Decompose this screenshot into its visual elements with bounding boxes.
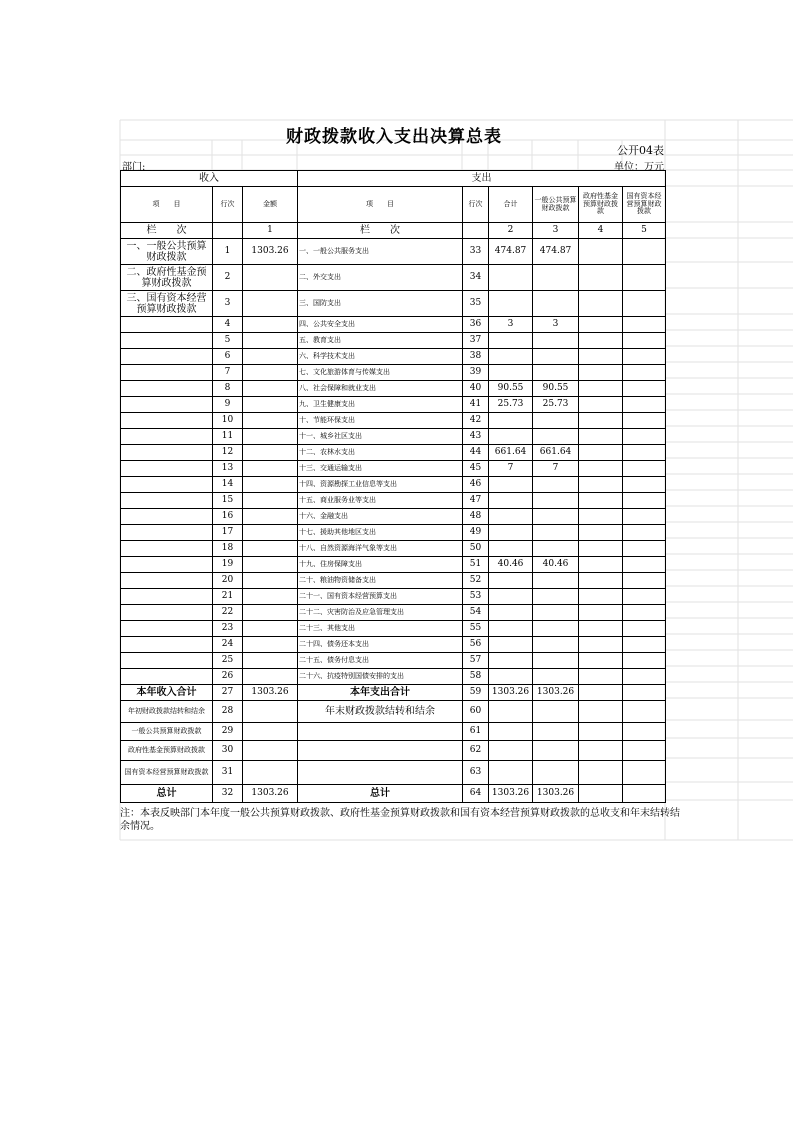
expense-general-budget [533, 333, 579, 349]
expense-total [489, 621, 533, 637]
expense-state-capital [623, 239, 666, 265]
carry-in-label: 一般公共预算财政拨款 [121, 723, 213, 741]
expense-general-budget [533, 589, 579, 605]
expense-fund-budget [579, 317, 623, 333]
fund-budget-header: 政府性基金预算财政拨款 [579, 187, 623, 223]
income-total-amount: 1303.26 [243, 685, 298, 701]
expense-item-name: 四、公共安全支出 [298, 317, 463, 333]
expense-row-number: 53 [463, 589, 489, 605]
table-row [121, 541, 666, 557]
table-row [121, 701, 666, 723]
expense-fund-budget [579, 413, 623, 429]
expense-fund-budget [579, 589, 623, 605]
state-capital-header: 国有资本经营预算财政拨款 [623, 187, 666, 223]
form-number: 公开04表 [617, 144, 664, 157]
income-row-number: 20 [213, 573, 243, 589]
expense-fund-budget [579, 265, 623, 291]
expense-fund-budget [579, 477, 623, 493]
income-row-number: 6 [213, 349, 243, 365]
column-number-1: 1 [243, 223, 298, 239]
expense-row-number: 48 [463, 509, 489, 525]
expense-item-name: 二十六、抗疫特别国债安排的支出 [298, 669, 463, 685]
expense-fund-budget [579, 669, 623, 685]
expense-general-budget [533, 509, 579, 525]
carry-in-row: 31 [213, 761, 243, 785]
carry-out-row: 60 [463, 701, 489, 723]
expense-fund-budget [579, 637, 623, 653]
expense-total-label: 本年支出合计 [298, 685, 463, 701]
grand-total-in-amount: 1303.26 [243, 785, 298, 803]
expense-general-budget [533, 493, 579, 509]
table-row [121, 381, 666, 397]
expense-rowno-header: 行次 [463, 187, 489, 223]
table-row [121, 291, 666, 317]
expense-general-budget [533, 365, 579, 381]
income-row-number: 14 [213, 477, 243, 493]
carry-out-label: 年末财政拨款结转和结余 [298, 701, 463, 723]
expense-item-name: 二十三、其他支出 [298, 621, 463, 637]
income-item-header: 项 目 [121, 187, 213, 223]
expense-state-capital [623, 493, 666, 509]
expense-fund-budget [579, 429, 623, 445]
expense-general-budget: 25.73 [533, 397, 579, 413]
income-item-name: 二、政府性基金预算财政拨款 [121, 265, 213, 291]
amount-header: 金额 [243, 187, 298, 223]
general-budget-header: 一般公共预算财政拨款 [533, 187, 579, 223]
expense-state-capital [623, 413, 666, 429]
expense-row-number: 55 [463, 621, 489, 637]
table-row [121, 493, 666, 509]
expense-fund-budget [579, 509, 623, 525]
table-row [121, 669, 666, 685]
expense-total: 661.64 [489, 445, 533, 461]
table-row [121, 573, 666, 589]
table-row [121, 365, 666, 381]
expense-item-name: 八、社会保障和就业支出 [298, 381, 463, 397]
expense-state-capital [623, 349, 666, 365]
expense-general-budget: 661.64 [533, 445, 579, 461]
income-row-number: 3 [213, 291, 243, 317]
table-row [121, 605, 666, 621]
income-item-name: 一、一般公共预算财政拨款 [121, 239, 213, 265]
table-row [121, 653, 666, 669]
income-row-number: 16 [213, 509, 243, 525]
income-total-row: 27 [213, 685, 243, 701]
expense-item-name: 十四、资源勘探工业信息等支出 [298, 477, 463, 493]
expense-general-budget [533, 413, 579, 429]
table-row [121, 413, 666, 429]
expense-item-name: 十一、城乡社区支出 [298, 429, 463, 445]
expense-row-number: 56 [463, 637, 489, 653]
table-row [121, 761, 666, 785]
expense-item-name: 五、教育支出 [298, 333, 463, 349]
grand-total-out-label: 总计 [298, 785, 463, 803]
expense-general-budget: 90.55 [533, 381, 579, 397]
table-row [121, 445, 666, 461]
expense-total [489, 589, 533, 605]
expense-total [489, 413, 533, 429]
expense-row-number: 38 [463, 349, 489, 365]
expense-total [489, 477, 533, 493]
column-label-left: 栏 次 [121, 223, 213, 239]
income-total-label: 本年收入合计 [121, 685, 213, 701]
expense-state-capital [623, 461, 666, 477]
income-row-number: 8 [213, 381, 243, 397]
expense-row-number: 35 [463, 291, 489, 317]
expense-total [489, 291, 533, 317]
expense-header: 支出 [298, 171, 666, 187]
expense-row-number: 37 [463, 333, 489, 349]
expense-general-budget [533, 669, 579, 685]
expense-total [489, 333, 533, 349]
income-row-number: 23 [213, 621, 243, 637]
income-row-number: 10 [213, 413, 243, 429]
expense-item-name: 十二、农林水支出 [298, 445, 463, 461]
expense-state-capital [623, 557, 666, 573]
expense-fund-budget [579, 381, 623, 397]
income-row-number: 1 [213, 239, 243, 265]
expense-general-budget [533, 573, 579, 589]
expense-row-number: 42 [463, 413, 489, 429]
expense-state-capital [623, 333, 666, 349]
expense-state-capital [623, 669, 666, 685]
expense-fund-budget [579, 461, 623, 477]
expense-state-capital [623, 637, 666, 653]
expense-row-number: 36 [463, 317, 489, 333]
table-row [121, 557, 666, 573]
income-row-number: 21 [213, 589, 243, 605]
unit-label: 单位：万元 [614, 162, 664, 173]
expense-total [489, 349, 533, 365]
income-row-number: 7 [213, 365, 243, 381]
expense-general-budget [533, 637, 579, 653]
expense-fund-budget [579, 541, 623, 557]
expense-fund-budget [579, 445, 623, 461]
table-row [121, 349, 666, 365]
expense-state-capital [623, 381, 666, 397]
table-row [121, 685, 666, 701]
income-row-number: 25 [213, 653, 243, 669]
expense-item-name: 二十一、国有资本经营预算支出 [298, 589, 463, 605]
expense-fund-budget [579, 239, 623, 265]
income-row-number: 22 [213, 605, 243, 621]
table-row [121, 397, 666, 413]
table-row [121, 637, 666, 653]
expense-item-name: 九、卫生健康支出 [298, 397, 463, 413]
expense-row-number: 45 [463, 461, 489, 477]
expense-state-capital [623, 317, 666, 333]
grand-total-out-general: 1303.26 [533, 785, 579, 803]
table-row [121, 621, 666, 637]
expense-general-budget: 3 [533, 317, 579, 333]
expense-general-budget [533, 605, 579, 621]
table-row [121, 589, 666, 605]
expense-general-budget [533, 653, 579, 669]
carry-in-label: 国有资本经营预算财政拨款 [121, 761, 213, 785]
income-row-number: 9 [213, 397, 243, 413]
income-amount [243, 291, 298, 317]
table-row [121, 509, 666, 525]
expense-row-number: 52 [463, 573, 489, 589]
table-row [121, 525, 666, 541]
expense-fund-budget [579, 605, 623, 621]
expense-state-capital [623, 509, 666, 525]
carry-in-label: 政府性基金预算财政拨款 [121, 741, 213, 761]
expense-total [489, 573, 533, 589]
carry-in-row: 29 [213, 723, 243, 741]
expense-total [489, 509, 533, 525]
carry-in-label: 年初财政拨款结转和结余 [121, 701, 213, 723]
expense-total [489, 493, 533, 509]
expense-general-budget [533, 429, 579, 445]
table-row [121, 741, 666, 761]
expense-state-capital [623, 621, 666, 637]
grand-total-in-row: 32 [213, 785, 243, 803]
column-label-right: 栏 次 [298, 223, 463, 239]
expense-state-capital [623, 291, 666, 317]
expense-state-capital [623, 573, 666, 589]
expense-row-number: 50 [463, 541, 489, 557]
grand-total-out-row: 64 [463, 785, 489, 803]
expense-item-name: 二十、粮油物资储备支出 [298, 573, 463, 589]
income-row-number: 26 [213, 669, 243, 685]
expense-general-budget [533, 265, 579, 291]
expense-row-number: 41 [463, 397, 489, 413]
expense-general-budget [533, 621, 579, 637]
income-amount: 1303.26 [243, 239, 298, 265]
expense-item-name: 二、外交支出 [298, 265, 463, 291]
expense-general-budget: 40.46 [533, 557, 579, 573]
expense-state-capital [623, 653, 666, 669]
expense-total [489, 669, 533, 685]
footnote: 注：本表反映部门本年度一般公共预算财政拨款、政府性基金预算财政拨款和国有资本经营预算财政拨款的总收支和年末结转结余情况。 [120, 808, 680, 832]
expense-row-number: 33 [463, 239, 489, 265]
expense-total [489, 365, 533, 381]
column-number-2: 2 [489, 223, 533, 239]
fiscal-summary-table [120, 170, 666, 803]
expense-row-number: 44 [463, 445, 489, 461]
expense-row-number: 58 [463, 669, 489, 685]
expense-item-name: 十五、商业服务业等支出 [298, 493, 463, 509]
expense-state-capital [623, 429, 666, 445]
expense-state-capital [623, 605, 666, 621]
expense-row-number: 43 [463, 429, 489, 445]
page-title: 财政拨款收入支出决算总表 [286, 127, 502, 147]
income-row-number: 13 [213, 461, 243, 477]
expense-item-name: 二十二、灾害防治及应急管理支出 [298, 605, 463, 621]
expense-state-capital [623, 397, 666, 413]
expense-total-row: 59 [463, 685, 489, 701]
expense-item-name: 十七、援助其他地区支出 [298, 525, 463, 541]
expense-general-budget [533, 541, 579, 557]
expense-row-number: 39 [463, 365, 489, 381]
expense-general-budget: 7 [533, 461, 579, 477]
expense-total-general: 1303.26 [533, 685, 579, 701]
expense-row-number: 49 [463, 525, 489, 541]
expense-fund-budget [579, 333, 623, 349]
expense-total [489, 525, 533, 541]
expense-fund-budget [579, 573, 623, 589]
income-amount [243, 265, 298, 291]
table-row [121, 265, 666, 291]
expense-fund-budget [579, 557, 623, 573]
carry-in-row: 30 [213, 741, 243, 761]
expense-total: 3 [489, 317, 533, 333]
grand-total-in-label: 总计 [121, 785, 213, 803]
table-row [121, 317, 666, 333]
table-row [121, 785, 666, 803]
carry-out-row: 61 [463, 723, 489, 741]
expense-general-budget [533, 291, 579, 317]
expense-row-number: 51 [463, 557, 489, 573]
expense-state-capital [623, 525, 666, 541]
expense-row-number: 46 [463, 477, 489, 493]
expense-row-number: 34 [463, 265, 489, 291]
carry-out-row: 62 [463, 741, 489, 761]
carry-out-row: 63 [463, 761, 489, 785]
expense-state-capital [623, 477, 666, 493]
expense-total [489, 605, 533, 621]
expense-total: 7 [489, 461, 533, 477]
expense-total: 25.73 [489, 397, 533, 413]
expense-total-sum: 1303.26 [489, 685, 533, 701]
expense-fund-budget [579, 365, 623, 381]
expense-total: 90.55 [489, 381, 533, 397]
expense-item-header: 项 目 [298, 187, 463, 223]
expense-general-budget: 474.87 [533, 239, 579, 265]
expense-state-capital [623, 541, 666, 557]
expense-item-name: 十三、交通运输支出 [298, 461, 463, 477]
column-number-3: 3 [533, 223, 579, 239]
income-row-number: 12 [213, 445, 243, 461]
expense-item-name: 七、文化旅游体育与传媒支出 [298, 365, 463, 381]
expense-item-name: 六、科学技术支出 [298, 349, 463, 365]
department-label: 部门: [122, 162, 146, 173]
expense-item-name: 十六、金融支出 [298, 509, 463, 525]
income-row-number: 19 [213, 557, 243, 573]
table-row [121, 477, 666, 493]
expense-state-capital [623, 445, 666, 461]
expense-fund-budget [579, 397, 623, 413]
expense-fund-budget [579, 291, 623, 317]
expense-state-capital [623, 365, 666, 381]
expense-item-name: 二十五、债务付息支出 [298, 653, 463, 669]
income-row-number: 18 [213, 541, 243, 557]
income-rowno-header: 行次 [213, 187, 243, 223]
expense-item-name: 三、国防支出 [298, 291, 463, 317]
income-row-number: 17 [213, 525, 243, 541]
expense-state-capital [623, 265, 666, 291]
expense-item-name: 十、节能环保支出 [298, 413, 463, 429]
expense-item-name: 十九、住房保障支出 [298, 557, 463, 573]
expense-total [489, 265, 533, 291]
expense-fund-budget [579, 621, 623, 637]
expense-total [489, 541, 533, 557]
expense-general-budget [533, 349, 579, 365]
table-row [121, 429, 666, 445]
expense-total [489, 653, 533, 669]
expense-general-budget [533, 525, 579, 541]
expense-row-number: 40 [463, 381, 489, 397]
grand-total-out-sum: 1303.26 [489, 785, 533, 803]
expense-fund-budget [579, 525, 623, 541]
income-row-number: 4 [213, 317, 243, 333]
expense-total: 40.46 [489, 557, 533, 573]
expense-fund-budget [579, 653, 623, 669]
expense-item-name: 一、一般公共服务支出 [298, 239, 463, 265]
column-number-4: 4 [579, 223, 623, 239]
table-row [121, 239, 666, 265]
total-header: 合计 [489, 187, 533, 223]
expense-total: 474.87 [489, 239, 533, 265]
income-row-number: 5 [213, 333, 243, 349]
table-row [121, 723, 666, 741]
table-row [121, 461, 666, 477]
expense-item-name: 十八、自然资源海洋气象等支出 [298, 541, 463, 557]
expense-total [489, 637, 533, 653]
expense-fund-budget [579, 349, 623, 365]
income-item-name: 三、国有资本经营预算财政拨款 [121, 291, 213, 317]
column-number-5: 5 [623, 223, 666, 239]
income-row-number: 24 [213, 637, 243, 653]
expense-row-number: 47 [463, 493, 489, 509]
income-row-number: 15 [213, 493, 243, 509]
expense-fund-budget [579, 493, 623, 509]
income-row-number: 2 [213, 265, 243, 291]
expense-state-capital [623, 589, 666, 605]
table-row [121, 333, 666, 349]
expense-item-name: 二十四、债务还本支出 [298, 637, 463, 653]
income-header: 收入 [121, 171, 298, 187]
expense-general-budget [533, 477, 579, 493]
income-row-number: 11 [213, 429, 243, 445]
expense-row-number: 57 [463, 653, 489, 669]
expense-total [489, 429, 533, 445]
carry-in-row: 28 [213, 701, 243, 723]
expense-row-number: 54 [463, 605, 489, 621]
